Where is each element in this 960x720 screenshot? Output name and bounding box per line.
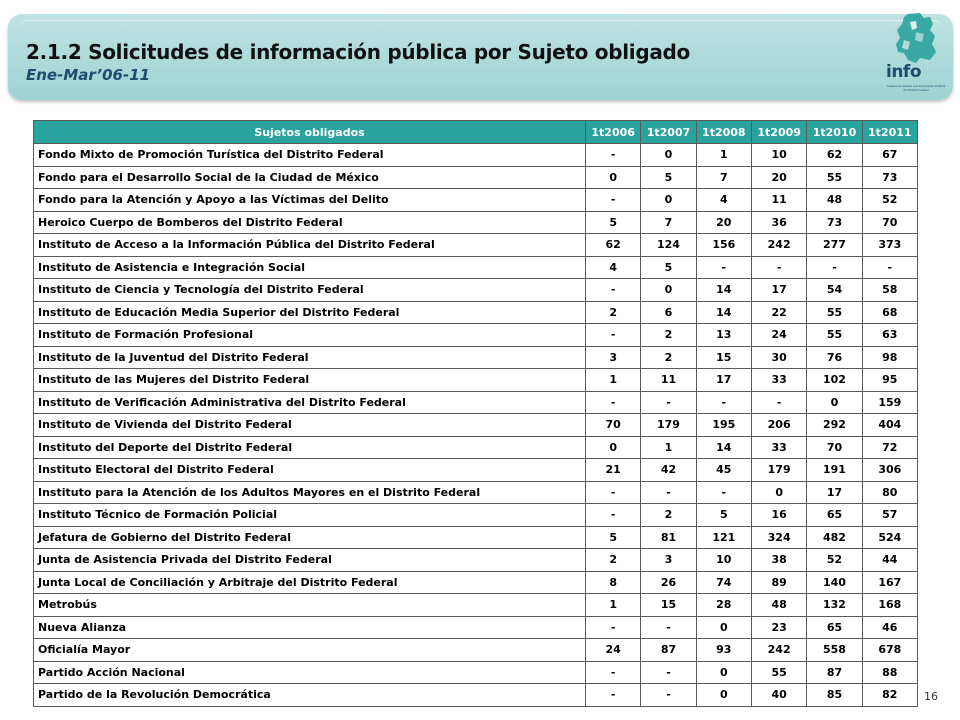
- table-row: [34, 166, 918, 189]
- request-count-cell: 102: [807, 369, 862, 392]
- subject-name-cell: Jefatura de Gobierno del Distrito Federal: [34, 526, 586, 549]
- table-row: [34, 234, 918, 257]
- request-count-cell: 0: [641, 279, 696, 302]
- table-row: [34, 504, 918, 527]
- request-count-cell: 44: [862, 549, 917, 572]
- request-count-cell: 17: [751, 279, 806, 302]
- request-count-cell: 2: [586, 549, 641, 572]
- request-count-cell: -: [807, 256, 862, 279]
- request-count-cell: 0: [696, 684, 751, 707]
- request-count-cell: 45: [696, 459, 751, 482]
- request-count-cell: -: [751, 256, 806, 279]
- request-count-cell: 5: [586, 526, 641, 549]
- request-count-cell: 5: [641, 166, 696, 189]
- request-count-cell: 0: [586, 436, 641, 459]
- request-count-cell: -: [586, 661, 641, 684]
- request-count-cell: -: [586, 279, 641, 302]
- request-count-cell: 1: [641, 436, 696, 459]
- request-count-cell: 0: [696, 616, 751, 639]
- request-count-cell: -: [586, 481, 641, 504]
- table-row: [34, 144, 918, 167]
- table-row: [34, 526, 918, 549]
- subject-name-cell: Instituto de Ciencia y Tecnología del Distrito Federal: [34, 279, 586, 302]
- request-count-cell: 58: [862, 279, 917, 302]
- request-count-cell: -: [586, 144, 641, 167]
- request-count-cell: 16: [751, 504, 806, 527]
- request-count-cell: 6: [641, 301, 696, 324]
- request-count-cell: 5: [696, 504, 751, 527]
- request-count-cell: -: [586, 391, 641, 414]
- table-row: [34, 481, 918, 504]
- column-header-period: 1t2006: [586, 121, 641, 144]
- request-count-cell: 13: [696, 324, 751, 347]
- request-count-cell: 26: [641, 571, 696, 594]
- request-count-cell: 8: [586, 571, 641, 594]
- request-count-cell: 15: [696, 346, 751, 369]
- request-count-cell: 36: [751, 211, 806, 234]
- request-count-cell: 95: [862, 369, 917, 392]
- request-count-cell: 74: [696, 571, 751, 594]
- request-count-cell: 7: [696, 166, 751, 189]
- request-count-cell: 524: [862, 526, 917, 549]
- request-count-cell: -: [862, 256, 917, 279]
- table-row: [34, 301, 918, 324]
- request-count-cell: 72: [862, 436, 917, 459]
- request-count-cell: 87: [641, 639, 696, 662]
- request-count-cell: 57: [862, 504, 917, 527]
- table-row: [34, 616, 918, 639]
- request-count-cell: 306: [862, 459, 917, 482]
- table-row: [34, 391, 918, 414]
- request-count-cell: 373: [862, 234, 917, 257]
- request-count-cell: 93: [696, 639, 751, 662]
- request-count-cell: 195: [696, 414, 751, 437]
- request-count-cell: -: [641, 684, 696, 707]
- request-count-cell: -: [586, 684, 641, 707]
- subject-name-cell: Instituto Técnico de Formación Policial: [34, 504, 586, 527]
- request-count-cell: -: [751, 391, 806, 414]
- request-count-cell: 191: [807, 459, 862, 482]
- table-body: [34, 144, 918, 707]
- request-count-cell: 124: [641, 234, 696, 257]
- request-count-cell: 46: [862, 616, 917, 639]
- subject-name-cell: Instituto de Educación Media Superior del Distrito Federal: [34, 301, 586, 324]
- request-count-cell: -: [696, 391, 751, 414]
- request-count-cell: 11: [641, 369, 696, 392]
- request-count-cell: 0: [586, 166, 641, 189]
- request-count-cell: 33: [751, 436, 806, 459]
- request-count-cell: 2: [641, 324, 696, 347]
- request-count-cell: 55: [807, 324, 862, 347]
- request-count-cell: 10: [696, 549, 751, 572]
- table-row: [34, 279, 918, 302]
- request-count-cell: 2: [586, 301, 641, 324]
- request-count-cell: 52: [862, 189, 917, 212]
- subject-name-cell: Partido de la Revolución Democrática: [34, 684, 586, 707]
- request-count-cell: 63: [862, 324, 917, 347]
- subject-name-cell: Partido Acción Nacional: [34, 661, 586, 684]
- request-count-cell: 98: [862, 346, 917, 369]
- request-count-cell: 24: [586, 639, 641, 662]
- request-count-cell: 82: [862, 684, 917, 707]
- title-banner: [8, 14, 953, 100]
- table-row: [34, 346, 918, 369]
- request-count-cell: 65: [807, 504, 862, 527]
- column-header-period: 1t2007: [641, 121, 696, 144]
- subject-name-cell: Instituto de las Mujeres del Distrito Federal: [34, 369, 586, 392]
- table-row: [34, 414, 918, 437]
- request-count-cell: -: [586, 324, 641, 347]
- subject-name-cell: Instituto de Acceso a la Información Pública del Distrito Federal: [34, 234, 586, 257]
- request-count-cell: -: [696, 481, 751, 504]
- request-count-cell: -: [586, 189, 641, 212]
- request-count-cell: 11: [751, 189, 806, 212]
- request-count-cell: 62: [586, 234, 641, 257]
- request-count-cell: 55: [807, 166, 862, 189]
- request-count-cell: -: [586, 616, 641, 639]
- request-count-cell: 0: [751, 481, 806, 504]
- request-count-cell: 242: [751, 234, 806, 257]
- subject-name-cell: Heroico Cuerpo de Bomberos del Distrito Federal: [34, 211, 586, 234]
- request-count-cell: 17: [696, 369, 751, 392]
- request-count-cell: 24: [751, 324, 806, 347]
- request-count-cell: 0: [807, 391, 862, 414]
- page-subtitle: Ene-Mar’06-11: [26, 66, 151, 84]
- request-count-cell: 23: [751, 616, 806, 639]
- request-count-cell: 20: [696, 211, 751, 234]
- request-count-cell: 55: [807, 301, 862, 324]
- request-count-cell: 277: [807, 234, 862, 257]
- request-count-cell: 678: [862, 639, 917, 662]
- logo-wordmark: info: [886, 62, 922, 82]
- request-count-cell: 33: [751, 369, 806, 392]
- subject-name-cell: Instituto de Formación Profesional: [34, 324, 586, 347]
- request-count-cell: 0: [641, 189, 696, 212]
- request-count-cell: 482: [807, 526, 862, 549]
- request-count-cell: 15: [641, 594, 696, 617]
- request-count-cell: 87: [807, 661, 862, 684]
- subject-name-cell: Junta Local de Conciliación y Arbitraje del Distrito Federal: [34, 571, 586, 594]
- subject-name-cell: Instituto de la Juventud del Distrito Federal: [34, 346, 586, 369]
- request-count-cell: 7: [641, 211, 696, 234]
- request-count-cell: 121: [696, 526, 751, 549]
- table-row: [34, 549, 918, 572]
- column-header-subject: Sujetos obligados: [34, 121, 586, 144]
- request-count-cell: 70: [807, 436, 862, 459]
- request-count-cell: -: [641, 481, 696, 504]
- table-row: [34, 571, 918, 594]
- request-count-cell: 48: [751, 594, 806, 617]
- subject-name-cell: Instituto del Deporte del Distrito Federal: [34, 436, 586, 459]
- subject-name-cell: Nueva Alianza: [34, 616, 586, 639]
- page-title: 2.1.2 Solicitudes de información pública por Sujeto obligado: [26, 40, 690, 64]
- column-header-period: 1t2009: [751, 121, 806, 144]
- request-count-cell: 17: [807, 481, 862, 504]
- table-row: [34, 324, 918, 347]
- request-count-cell: 42: [641, 459, 696, 482]
- request-count-cell: -: [586, 504, 641, 527]
- request-count-cell: 30: [751, 346, 806, 369]
- request-count-cell: 242: [751, 639, 806, 662]
- table-row: [34, 256, 918, 279]
- table-row: [34, 211, 918, 234]
- request-count-cell: 167: [862, 571, 917, 594]
- request-count-cell: 62: [807, 144, 862, 167]
- info-logo: [886, 12, 946, 96]
- subject-name-cell: Instituto de Asistencia e Integración Social: [34, 256, 586, 279]
- request-count-cell: -: [641, 661, 696, 684]
- request-count-cell: 14: [696, 436, 751, 459]
- request-count-cell: 404: [862, 414, 917, 437]
- table-row: [34, 189, 918, 212]
- request-count-cell: 10: [751, 144, 806, 167]
- table-row: [34, 639, 918, 662]
- mexico-city-map-icon: [886, 12, 946, 64]
- request-count-cell: 65: [807, 616, 862, 639]
- requests-table: [33, 120, 918, 707]
- request-count-cell: 55: [751, 661, 806, 684]
- subject-name-cell: Junta de Asistencia Privada del Distrito Federal: [34, 549, 586, 572]
- request-count-cell: 81: [641, 526, 696, 549]
- subject-name-cell: Fondo Mixto de Promoción Turística del Distrito Federal: [34, 144, 586, 167]
- request-count-cell: 0: [696, 661, 751, 684]
- request-count-cell: 14: [696, 301, 751, 324]
- request-count-cell: 4: [586, 256, 641, 279]
- request-count-cell: 70: [586, 414, 641, 437]
- column-header-period: 1t2008: [696, 121, 751, 144]
- request-count-cell: 5: [586, 211, 641, 234]
- column-header-period: 1t2011: [862, 121, 917, 144]
- request-count-cell: 206: [751, 414, 806, 437]
- request-count-cell: 80: [862, 481, 917, 504]
- request-count-cell: 132: [807, 594, 862, 617]
- request-count-cell: 558: [807, 639, 862, 662]
- request-count-cell: 1: [586, 369, 641, 392]
- request-count-cell: 3: [641, 549, 696, 572]
- table-row: [34, 459, 918, 482]
- request-count-cell: 159: [862, 391, 917, 414]
- request-count-cell: 70: [862, 211, 917, 234]
- request-count-cell: 85: [807, 684, 862, 707]
- subject-name-cell: Instituto de Vivienda del Distrito Federal: [34, 414, 586, 437]
- table-row: [34, 369, 918, 392]
- request-count-cell: -: [696, 256, 751, 279]
- request-count-cell: -: [641, 391, 696, 414]
- table-row: [34, 684, 918, 707]
- request-count-cell: 48: [807, 189, 862, 212]
- request-count-cell: 3: [586, 346, 641, 369]
- table-header-row: [34, 121, 918, 144]
- request-count-cell: 140: [807, 571, 862, 594]
- request-count-cell: 1: [586, 594, 641, 617]
- request-count-cell: 73: [807, 211, 862, 234]
- request-count-cell: 292: [807, 414, 862, 437]
- request-count-cell: -: [641, 616, 696, 639]
- request-count-cell: 38: [751, 549, 806, 572]
- request-count-cell: 73: [862, 166, 917, 189]
- subject-name-cell: Fondo para el Desarrollo Social de la Ciudad de México: [34, 166, 586, 189]
- subject-name-cell: Instituto Electoral del Distrito Federal: [34, 459, 586, 482]
- request-count-cell: 54: [807, 279, 862, 302]
- request-count-cell: 2: [641, 346, 696, 369]
- request-count-cell: 4: [696, 189, 751, 212]
- request-count-cell: 20: [751, 166, 806, 189]
- subject-name-cell: Metrobús: [34, 594, 586, 617]
- table-row: [34, 436, 918, 459]
- request-count-cell: 21: [586, 459, 641, 482]
- table-row: [34, 594, 918, 617]
- request-count-cell: 68: [862, 301, 917, 324]
- table-row: [34, 661, 918, 684]
- request-count-cell: 76: [807, 346, 862, 369]
- request-count-cell: 52: [807, 549, 862, 572]
- request-count-cell: 88: [862, 661, 917, 684]
- page-number: 16: [924, 690, 938, 703]
- request-count-cell: 5: [641, 256, 696, 279]
- request-count-cell: 324: [751, 526, 806, 549]
- request-count-cell: 179: [641, 414, 696, 437]
- subject-name-cell: Oficialía Mayor: [34, 639, 586, 662]
- request-count-cell: 156: [696, 234, 751, 257]
- request-count-cell: 0: [641, 144, 696, 167]
- request-count-cell: 2: [641, 504, 696, 527]
- subject-name-cell: Instituto para la Atención de los Adultos Mayores en el Distrito Federal: [34, 481, 586, 504]
- request-count-cell: 67: [862, 144, 917, 167]
- request-count-cell: 1: [696, 144, 751, 167]
- request-count-cell: 40: [751, 684, 806, 707]
- request-count-cell: 28: [696, 594, 751, 617]
- request-count-cell: 168: [862, 594, 917, 617]
- subject-name-cell: Instituto de Verificación Administrativa del Distrito Federal: [34, 391, 586, 414]
- request-count-cell: 179: [751, 459, 806, 482]
- column-header-period: 1t2010: [807, 121, 862, 144]
- subject-name-cell: Fondo para la Atención y Apoyo a las Víctimas del Delito: [34, 189, 586, 212]
- request-count-cell: 22: [751, 301, 806, 324]
- request-count-cell: 89: [751, 571, 806, 594]
- request-count-cell: 14: [696, 279, 751, 302]
- logo-caption: Instituto de Acceso a la Información Pública del Distrito Federal: [886, 84, 946, 92]
